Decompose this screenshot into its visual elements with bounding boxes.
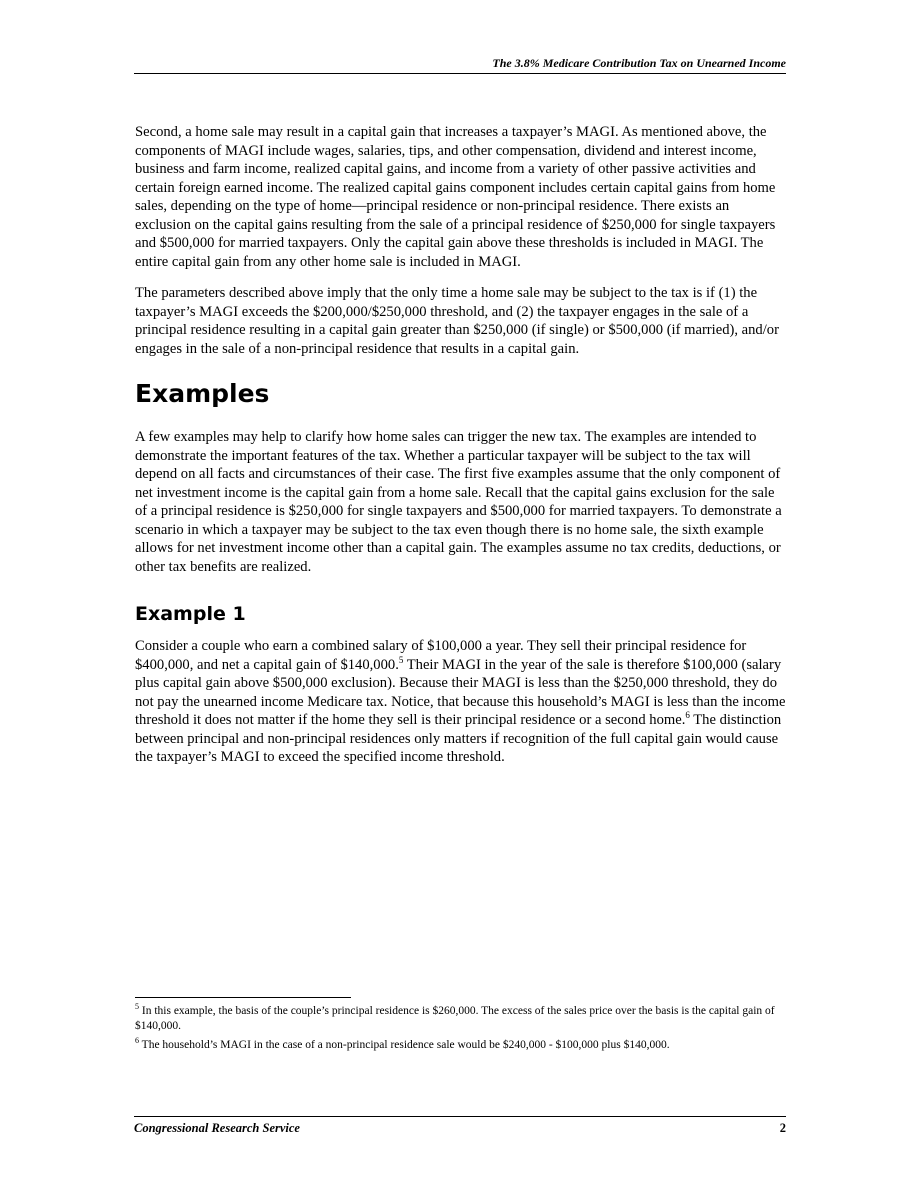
footnote-divider [135, 997, 351, 998]
page-footer [134, 1121, 786, 1136]
footnote-6-number: 6 [135, 1036, 139, 1046]
footnotes [135, 1004, 786, 1057]
footer-organization: Congressional Research Service [134, 1121, 300, 1135]
footnote-ref-5[interactable]: 5 [398, 654, 404, 665]
paragraph-example-1 [135, 637, 786, 767]
paragraph-parameters: The parameters described above imply that the only time a home sale may be subject to the tax is if (1) the taxpayer’s MAGI exceeds the $200,000/$250,000 threshold, and (2) the taxpayer engages in the sale of a principal residence resulting in a capital gain greater than $250,000 (if single) or $500,000 (if married), and/or engages in the sale of a non-principal residence that results in a capital gain. [135, 285, 779, 357]
subheading-example-1: Example 1 [135, 603, 246, 625]
footnote-6 [135, 1038, 786, 1053]
footer-divider [134, 1116, 786, 1117]
footnote-ref-6[interactable]: 6 [685, 710, 690, 721]
running-header: The 3.8% Medicare Contribution Tax on Unearned Income [492, 56, 786, 70]
example-1-text-a: Consider a couple who earn a combined salary of $100,000 a year. They sell their principal residence for $400,000, and net a capital gain of $140,000. [135, 638, 747, 673]
page-number: 2 [779, 1121, 786, 1135]
paragraph-home-sale-capital-gain: Second, a home sale may result in a capital gain that increases a taxpayer’s MAGI. As mentioned above, the components of MAGI include wages, salaries, tips, and other compensation, dividend and interest income, business and farm income, realized capital gains, and income from a variety of other passive activities and certain foreign earned income. The realized capital gains component includes certain capital gains from home sales, depending on the type of home—principal residence or non-principal residence. There exists an exclusion on the capital gains resulting from the sale of a principal residence of $250,000 for single taxpayers and $500,000 for married taxpayers. Only the capital gain above these thresholds is included in MAGI. The entire capital gain from any other home sale is included in MAGI. [135, 124, 776, 270]
section-heading-examples: Examples [135, 379, 270, 408]
paragraph-examples-intro: A few examples may help to clarify how home sales can trigger the new tax. The examples are intended to demonstrate the important features of the tax. Whether a particular taxpayer will be subject to the tax will depend on all facts and circumstances of their case. The first five examples assume that the only component of net investment income is the capital gain from a home sale. Recall that the capital gains exclusion for the sale of a principal residence is $250,000 for single taxpayers and $500,000 for married taxpayers. To demonstrate a scenario in which a taxpayer may be subject to the tax even though there is no home sale, the sixth example allows for net investment income other than a capital gain. The examples assume no tax credits, deductions, or other tax benefits are realized. [135, 429, 782, 575]
header-divider [134, 73, 786, 74]
example-1-text-b: Their MAGI in the year of the sale is therefore $100,000 (salary plus capital gain above $500,000 exclusion). Because their MAGI is less than the $250,000 threshold, they do not pay the unearned income Medicare tax. Notice, that because this household’s MAGI is less than the income threshold it does not matter if the home they sell is their principal residence or a second home. [135, 656, 786, 728]
footnote-5-number: 5 [135, 1002, 139, 1012]
main-content [135, 123, 786, 780]
example-1-text-c: The distinction between principal and non-principal residences only matters if recognition of the full capital gain would cause the taxpayer’s MAGI to exceed the specified income threshold. [135, 712, 782, 765]
footnote-5 [135, 1004, 786, 1034]
footnote-6-text: The household’s MAGI in the case of a non-principal residence sale would be $240,000 - $100,000 plus $140,000. [139, 1039, 670, 1051]
footnote-5-text: In this example, the basis of the couple’s principal residence is $260,000. The excess of the sales price over the basis is the capital gain of $140,000. [135, 1005, 775, 1032]
